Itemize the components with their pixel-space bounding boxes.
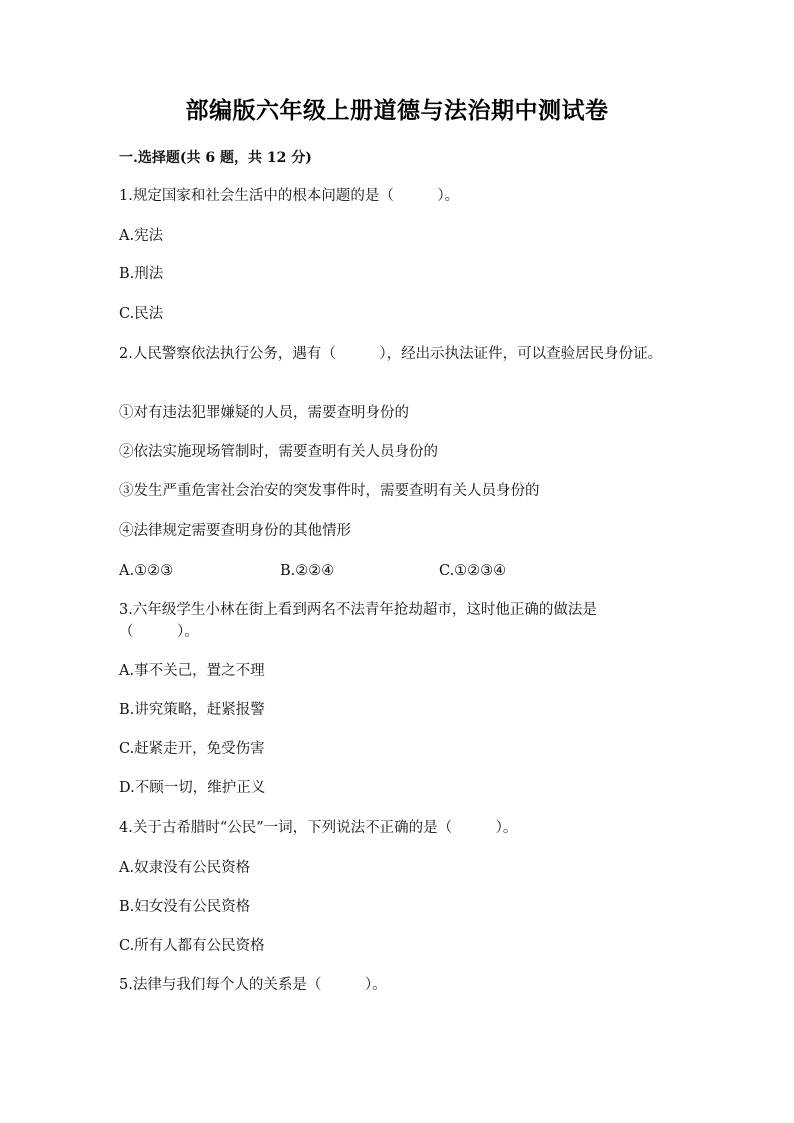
page-title: 部编版六年级上册道德与法治期中测试卷: [185, 97, 609, 124]
question-3-option-c: C.赶紧走开，免受伤害: [119, 741, 265, 757]
question-1-option-b: B.刑法: [119, 266, 164, 282]
question-3-option-a: A.事不关己，置之不理: [119, 663, 265, 679]
question-1-option-a: A.宪法: [119, 228, 164, 244]
question-3-stem: 3.六年级学生小林在街上看到两名不法青年抢劫超市，这时他正确的做法是（ ）。: [119, 602, 597, 640]
question-2-option-b: B.②②④: [280, 563, 335, 579]
question-2-item-3: ③发生严重危害社会治安的突发事件时，需要查明有关人员身份的: [119, 483, 540, 499]
question-2-item-1: ①对有违法犯罪嫌疑的人员，需要查明身份的: [119, 405, 409, 421]
question-2-stem: 2.人民警察依法执行公务，遇有（ ），经出示执法证件，可以查验居民身份证。: [119, 346, 663, 362]
question-4-option-c: C.所有人都有公民资格: [119, 938, 265, 954]
question-3-option-d: D.不顾一切，维护正义: [119, 780, 266, 796]
question-2-options: [119, 559, 679, 583]
question-2-item-2: ②依法实施现场管制时，需要查明有关人员身份的: [119, 444, 438, 460]
question-4-option-b: B.妇女没有公民资格: [119, 899, 251, 915]
question-2-option-a: A.①②③: [119, 563, 174, 579]
question-5-stem: 5.法律与我们每个人的关系是（ ）。: [119, 977, 387, 993]
question-4-stem: 4.关于古希腊时“公民”一词，下列说法不正确的是（ ）。: [119, 820, 518, 836]
question-3-option-b: B.讲究策略，赶紧报警: [119, 702, 265, 718]
question-4-option-a: A.奴隶没有公民资格: [119, 860, 251, 876]
section-heading: 一.选择题(共 6 题，共 12 分): [119, 150, 312, 166]
question-1-option-c: C.民法: [119, 306, 164, 322]
question-1-stem: 1.规定国家和社会生活中的根本问题的是（ ）。: [119, 188, 460, 204]
question-2-option-c: C.①②③④: [439, 563, 507, 579]
question-2-item-4: ④法律规定需要查明身份的其他情形: [119, 523, 351, 539]
